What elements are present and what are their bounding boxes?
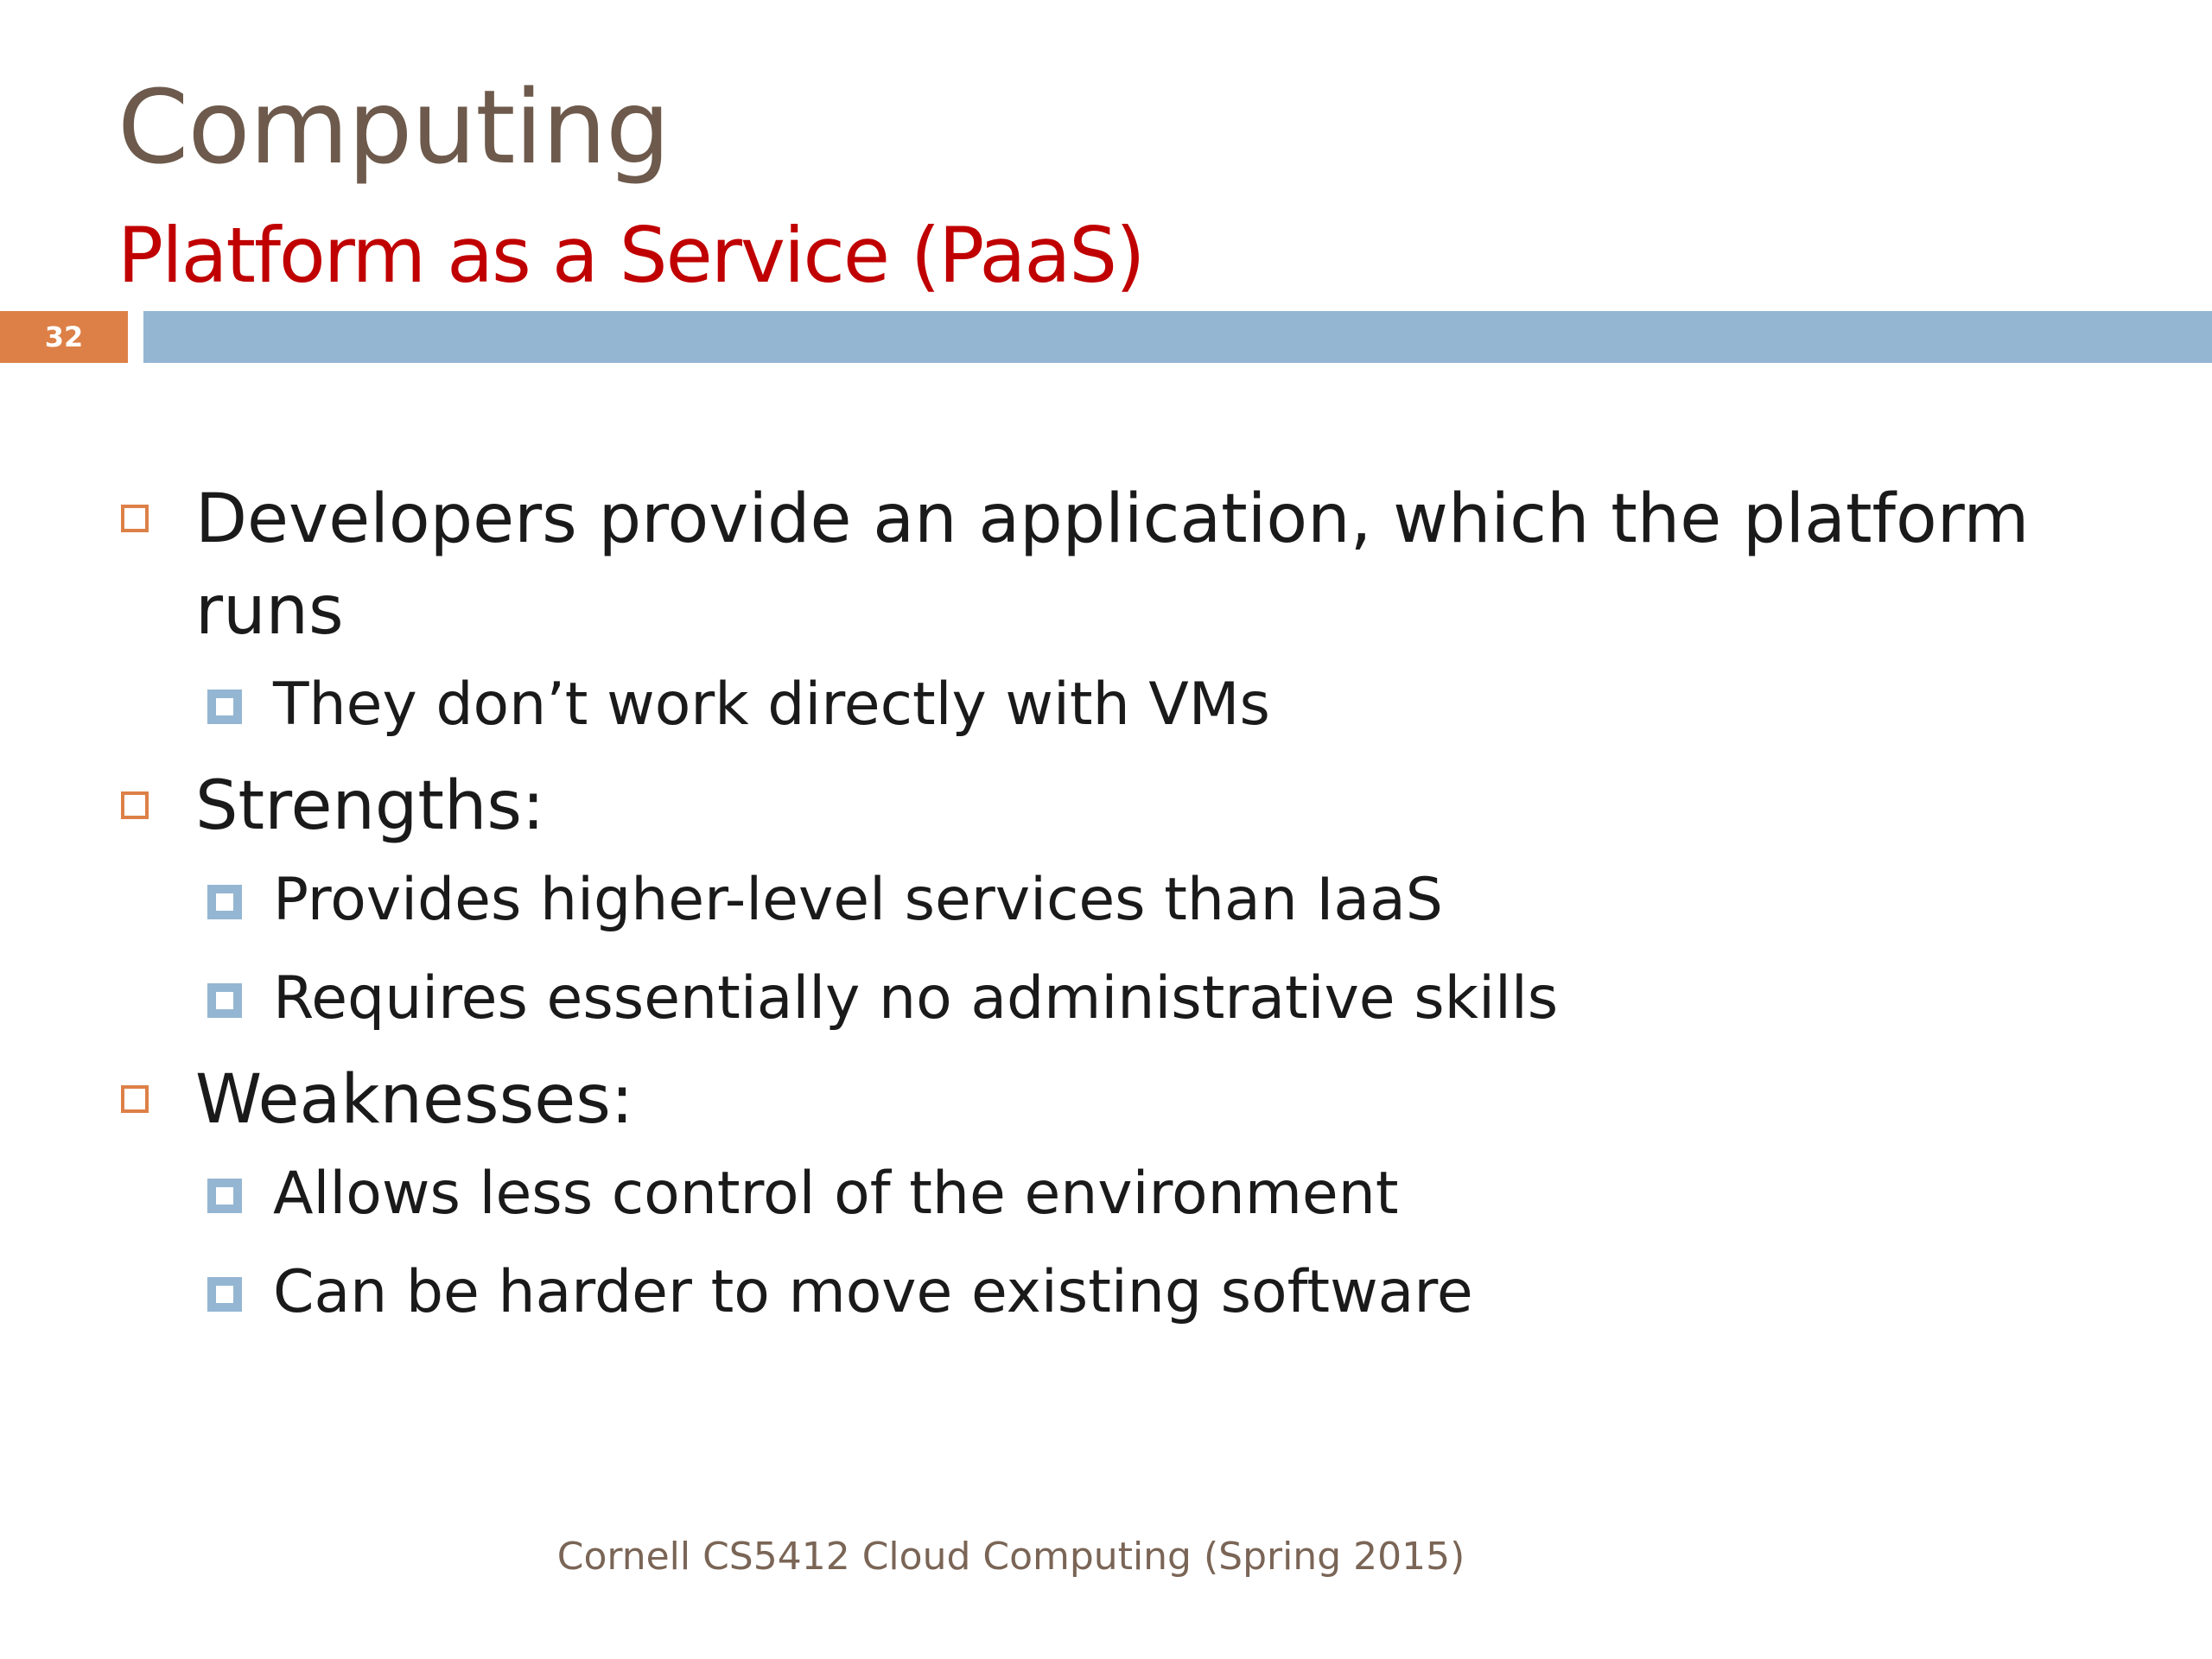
filled-square-icon	[207, 885, 242, 919]
bullet-text: Weaknesses:	[195, 1061, 634, 1139]
bullet-text: Strengths:	[195, 767, 545, 845]
slide-subtitle: Platform as a Service (PaaS)	[118, 211, 1144, 300]
filled-square-icon	[207, 690, 242, 724]
bullet-text: Developers provide an application, which the platform runs	[195, 480, 2030, 650]
bullet-item	[118, 474, 2105, 657]
hollow-square-icon	[121, 505, 149, 532]
sub-bullet-text: Provides higher-level services than IaaS	[273, 866, 1443, 934]
sub-bullet-text: Requires essentially no administrative skills	[273, 964, 1559, 1033]
hollow-square-icon	[121, 1085, 149, 1113]
bullet-list	[118, 474, 2105, 1348]
sub-bullet-item	[118, 956, 2105, 1042]
sub-bullet-item	[118, 1151, 2105, 1237]
sub-bullet-text: They don’t work directly with VMs	[273, 671, 1270, 739]
slide-title: Computing	[118, 67, 670, 187]
sub-bullet-text: Can be harder to move existing software	[273, 1258, 1473, 1326]
filled-square-icon	[207, 1277, 242, 1312]
bullet-item	[118, 1054, 2105, 1146]
slide-footer: Cornell CS5412 Cloud Computing (Spring 2015)	[556, 1535, 1465, 1579]
filled-square-icon	[207, 1179, 242, 1213]
bullet-item	[118, 760, 2105, 852]
filled-square-icon	[207, 983, 242, 1018]
header-bar	[143, 311, 2212, 363]
sub-bullet-text: Allows less control of the environment	[273, 1160, 1399, 1228]
sub-bullet-item	[118, 1249, 2105, 1336]
hollow-square-icon	[121, 791, 149, 819]
sub-bullet-item	[118, 662, 2105, 748]
sub-bullet-item	[118, 857, 2105, 944]
slide-number: 32	[0, 311, 128, 363]
